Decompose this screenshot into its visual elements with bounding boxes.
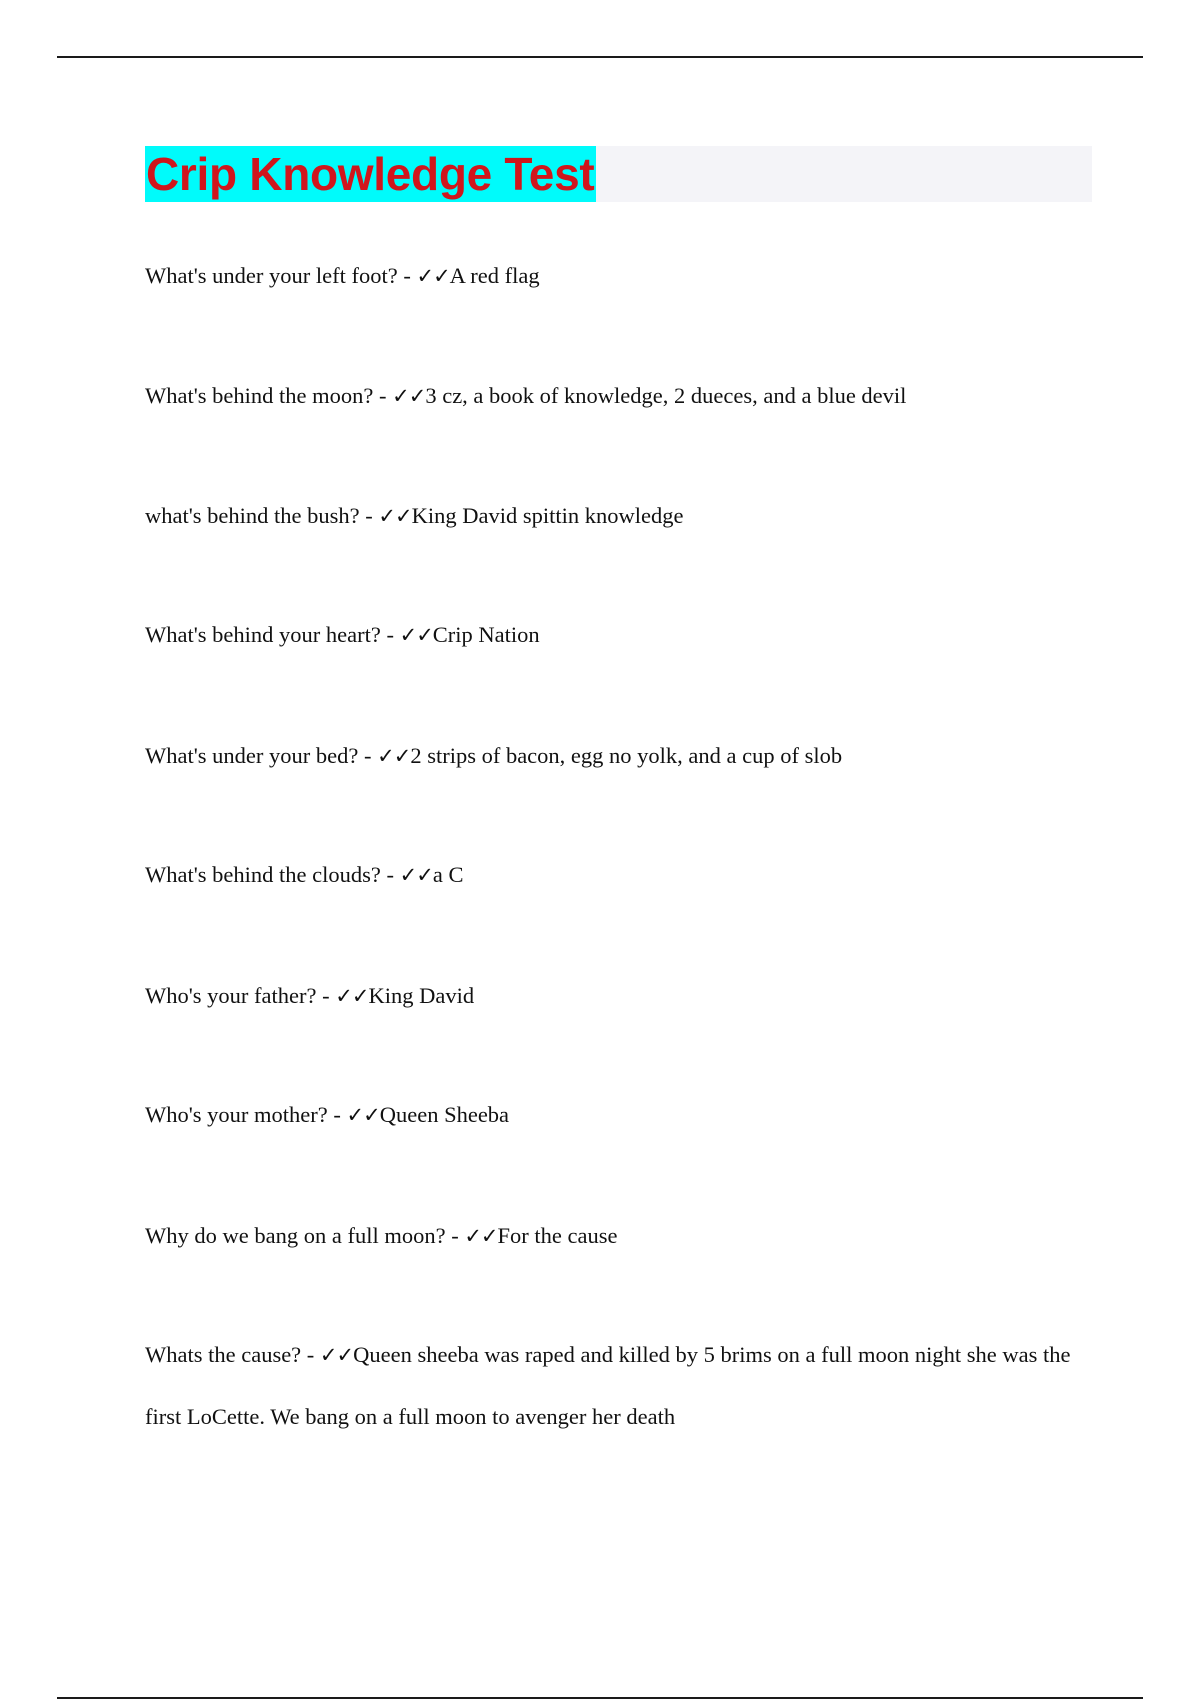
question-text: Whats the cause? <box>145 1342 302 1367</box>
header-rule <box>57 56 1143 58</box>
separator: - <box>316 983 336 1008</box>
qa-item <box>145 725 1105 787</box>
question-text: What's behind your heart? <box>145 622 381 647</box>
answer-text: Crip Nation <box>432 622 540 647</box>
double-check-icon: ✓✓ <box>335 984 369 1008</box>
double-check-icon: ✓✓ <box>378 504 412 528</box>
double-check-icon: ✓✓ <box>377 744 411 768</box>
question-text: what's behind the bush? <box>145 503 360 528</box>
answer-text: 3 cz, a book of knowledge, 2 dueces, and a blue devil <box>425 383 907 408</box>
qa-item <box>145 1205 1105 1267</box>
separator: - <box>358 743 378 768</box>
qa-item <box>145 365 1105 427</box>
separator: - <box>301 1342 320 1367</box>
separator: - <box>327 1102 347 1127</box>
question-text: Why do we bang on a full moon? <box>145 1223 446 1248</box>
qa-item <box>145 1324 1105 1447</box>
double-check-icon: ✓✓ <box>464 1224 498 1248</box>
page-title: Crip Knowledge Test <box>146 148 595 200</box>
qa-item <box>145 604 1105 666</box>
double-check-icon: ✓✓ <box>399 863 433 887</box>
double-check-icon: ✓✓ <box>399 623 433 647</box>
qa-item <box>145 485 1105 547</box>
separator: - <box>445 1223 465 1248</box>
separator: - <box>397 263 417 288</box>
answer-text: A red flag <box>449 263 540 288</box>
answer-text: a C <box>432 862 464 887</box>
answer-text: King David <box>368 983 475 1008</box>
qa-item <box>145 1084 1105 1146</box>
separator: - <box>359 503 379 528</box>
question-text: What's under your left foot? <box>145 263 398 288</box>
double-check-icon: ✓✓ <box>319 1343 354 1367</box>
answer-text: King David spittin knowledge <box>411 503 684 528</box>
separator: - <box>373 383 393 408</box>
question-text: What's under your bed? <box>145 743 359 768</box>
answer-text: Queen Sheeba <box>379 1102 510 1127</box>
qa-item <box>145 965 1105 1027</box>
question-text: What's behind the moon? <box>145 383 374 408</box>
double-check-icon: ✓✓ <box>392 384 426 408</box>
qa-item <box>145 844 1105 906</box>
question-text: What's behind the clouds? <box>145 862 381 887</box>
answer-text: Queen sheeba was raped and killed by 5 brims on a full moon night she was the first LoCette. We bang on a full moon to avenger her death <box>145 1342 1071 1429</box>
separator: - <box>380 862 400 887</box>
footer-rule <box>57 1697 1143 1699</box>
separator: - <box>380 622 400 647</box>
double-check-icon: ✓✓ <box>416 264 450 288</box>
qa-item <box>145 245 1105 307</box>
double-check-icon: ✓✓ <box>346 1103 380 1127</box>
answer-text: For the cause <box>497 1223 618 1248</box>
question-text: Who's your mother? <box>145 1102 328 1127</box>
answer-text: 2 strips of bacon, egg no yolk, and a cup of slob <box>410 743 843 768</box>
question-text: Who's your father? <box>145 983 317 1008</box>
